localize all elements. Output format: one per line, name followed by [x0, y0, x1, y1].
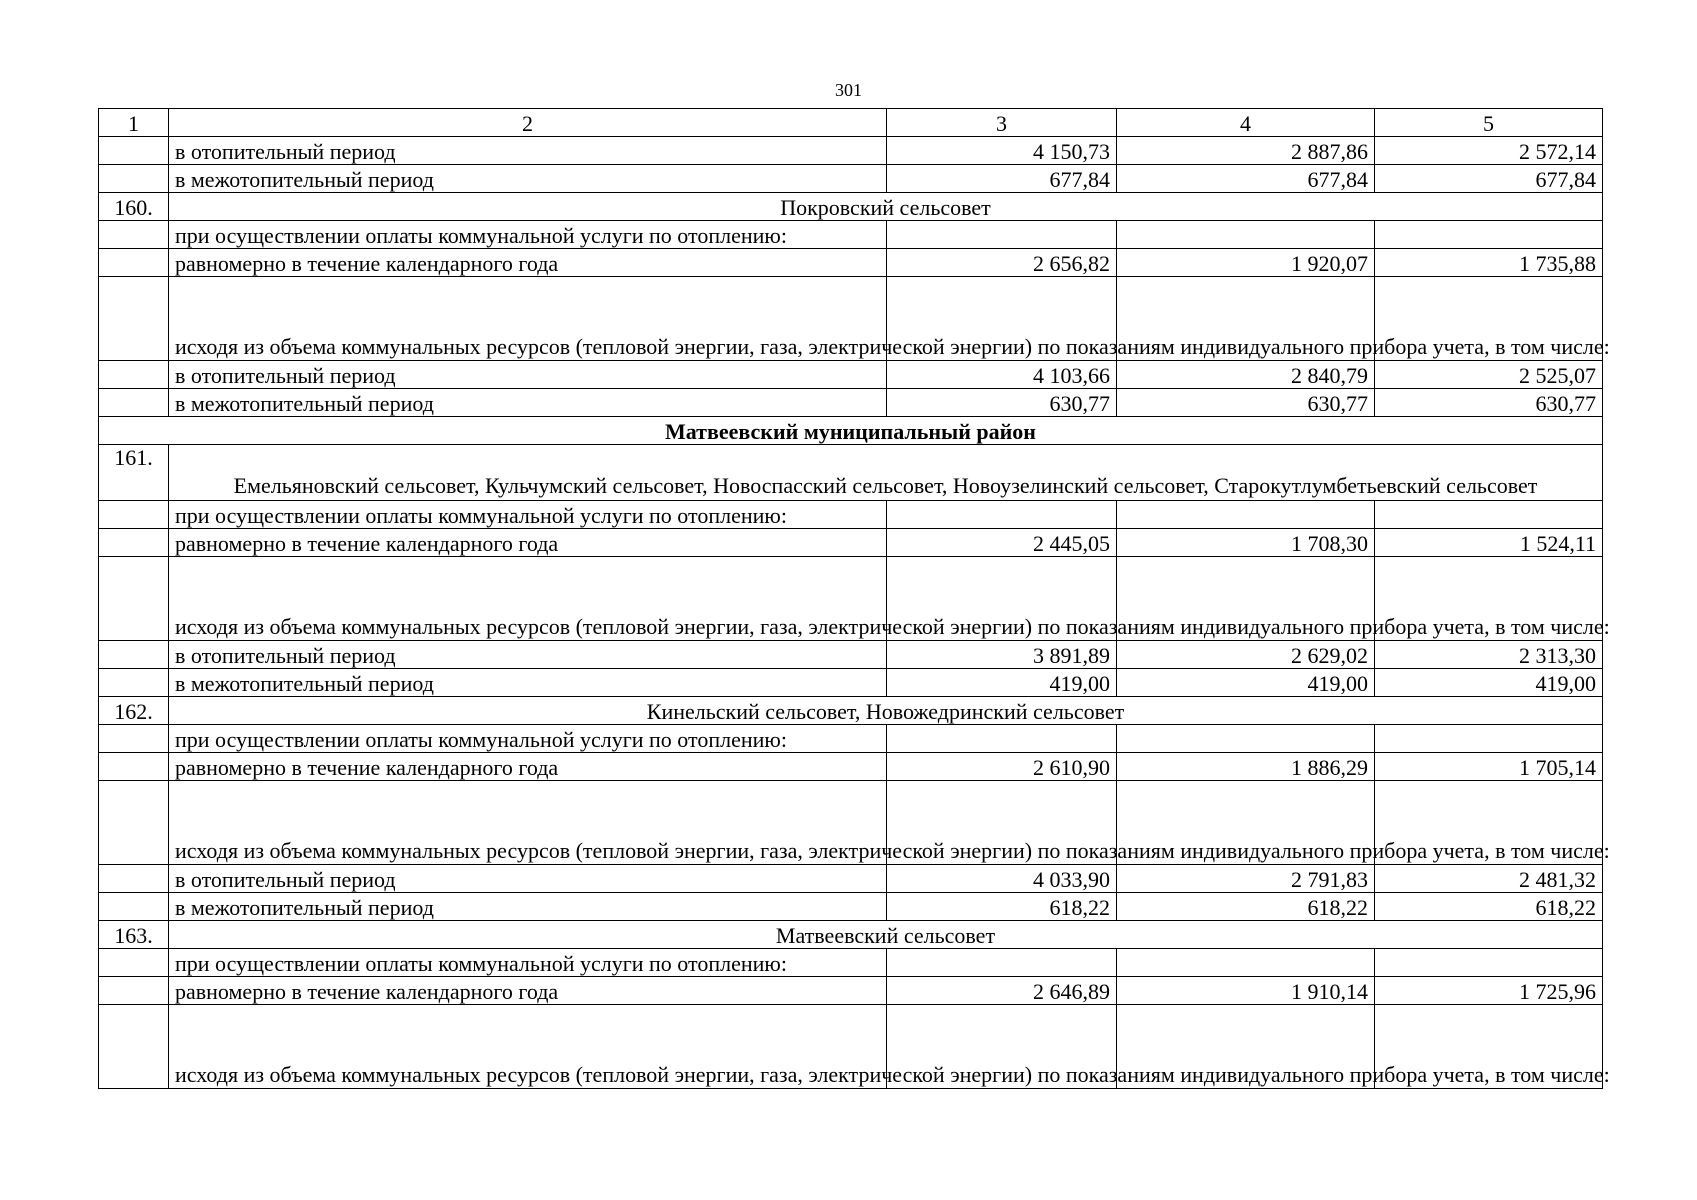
- value-col-5: 419,00: [1375, 669, 1603, 697]
- table-row: [99, 501, 1603, 529]
- row-label: при осуществлении оплаты коммунальной услуги по отоплению:: [169, 221, 887, 249]
- row-number: [99, 781, 169, 865]
- table-row: [99, 669, 1603, 697]
- row-label: равномерно в течение календарного года: [169, 977, 887, 1005]
- row-label: исходя из объема коммунальных ресурсов (тепловой энергии, газа, электрической энергии) по показаниям индивидуального прибора учета, в том числе:: [169, 1005, 887, 1089]
- row-label: исходя из объема коммунальных ресурсов (тепловой энергии, газа, электрической энергии) по показаниям индивидуального прибора учета, в том числе:: [169, 277, 887, 361]
- table-row: [99, 277, 1603, 361]
- row-number: [99, 641, 169, 669]
- value-col-3: 2 656,82: [887, 249, 1117, 277]
- value-col-5: 2 481,32: [1375, 865, 1603, 893]
- row-number: [99, 865, 169, 893]
- value-col-4: 2 887,86: [1117, 137, 1375, 165]
- value-col-4: 630,77: [1117, 389, 1375, 417]
- row-number: [99, 501, 169, 529]
- value-col-4: [1117, 501, 1375, 529]
- row-number: [99, 165, 169, 193]
- value-col-4: 677,84: [1117, 165, 1375, 193]
- table-row: [99, 781, 1603, 865]
- row-number: [99, 221, 169, 249]
- row-label: при осуществлении оплаты коммунальной услуги по отоплению:: [169, 501, 887, 529]
- district-title: Матвеевский муниципальный район: [99, 417, 1603, 445]
- table-row: [99, 221, 1603, 249]
- row-label: в отопительный период: [169, 865, 887, 893]
- value-col-4: 2 629,02: [1117, 641, 1375, 669]
- section-title: Матвеевский сельсовет: [169, 921, 1603, 949]
- section-title: Кинельский сельсовет, Новожедринский сельсовет: [169, 697, 1603, 725]
- row-label: равномерно в течение календарного года: [169, 529, 887, 557]
- value-col-5: 1 705,14: [1375, 753, 1603, 781]
- table-row: [99, 557, 1603, 641]
- value-col-5: 2 572,14: [1375, 137, 1603, 165]
- table-body: [99, 109, 1610, 1089]
- section-title: Покровский сельсовет: [169, 193, 1603, 221]
- value-col-5: [1375, 221, 1603, 249]
- value-col-5: 1 524,11: [1375, 529, 1603, 557]
- row-label: в межотопительный период: [169, 389, 887, 417]
- section-row: [99, 697, 1603, 725]
- value-col-3: 2 646,89: [887, 977, 1117, 1005]
- table-row: [99, 977, 1603, 1005]
- row-label: в межотопительный период: [169, 893, 887, 921]
- row-number: 162.: [99, 697, 169, 725]
- section-row: [99, 921, 1603, 949]
- table-row: [99, 137, 1603, 165]
- value-col-5: 1 735,88: [1375, 249, 1603, 277]
- row-label: в межотопительный период: [169, 165, 887, 193]
- value-col-4: 1 920,07: [1117, 249, 1375, 277]
- value-col-3: 4 103,66: [887, 361, 1117, 389]
- value-col-3: 4 033,90: [887, 865, 1117, 893]
- row-label: при осуществлении оплаты коммунальной услуги по отоплению:: [169, 725, 887, 753]
- page-number: 301: [835, 80, 862, 100]
- value-col-5: 1 725,96: [1375, 977, 1603, 1005]
- value-col-4: 1 910,14: [1117, 977, 1375, 1005]
- row-number: [99, 949, 169, 977]
- value-col-4: 618,22: [1117, 893, 1375, 921]
- value-col-5: 677,84: [1375, 165, 1603, 193]
- value-col-3: [887, 725, 1117, 753]
- header-col-3: 3: [887, 109, 1117, 137]
- value-col-3: 630,77: [887, 389, 1117, 417]
- row-number: [99, 277, 169, 361]
- table-row: [99, 249, 1603, 277]
- row-number: [99, 1005, 169, 1089]
- header-col-5: 5: [1375, 109, 1603, 137]
- row-label: равномерно в течение календарного года: [169, 753, 887, 781]
- value-col-4: 2 791,83: [1117, 865, 1375, 893]
- table-row: [99, 529, 1603, 557]
- table-row: [99, 949, 1603, 977]
- value-col-3: 618,22: [887, 893, 1117, 921]
- section-row: [99, 445, 1603, 501]
- row-number: [99, 753, 169, 781]
- row-number: [99, 137, 169, 165]
- value-col-3: [887, 949, 1117, 977]
- row-label: при осуществлении оплаты коммунальной услуги по отоплению:: [169, 949, 887, 977]
- header-row: [99, 109, 1603, 137]
- row-label: в межотопительный период: [169, 669, 887, 697]
- value-col-5: 618,22: [1375, 893, 1603, 921]
- table-row: [99, 725, 1603, 753]
- table-row: [99, 753, 1603, 781]
- table-row: [99, 165, 1603, 193]
- value-col-3: 3 891,89: [887, 641, 1117, 669]
- table-row: [99, 865, 1603, 893]
- table-row: [99, 1005, 1603, 1089]
- value-col-5: [1375, 949, 1603, 977]
- value-col-5: 2 525,07: [1375, 361, 1603, 389]
- value-col-4: 1 886,29: [1117, 753, 1375, 781]
- row-label: равномерно в течение календарного года: [169, 249, 887, 277]
- value-col-3: 677,84: [887, 165, 1117, 193]
- district-row: [99, 417, 1603, 445]
- value-col-3: [887, 221, 1117, 249]
- row-number: [99, 893, 169, 921]
- header-col-1: 1: [99, 109, 169, 137]
- header-col-2: 2: [169, 109, 887, 137]
- table-row: [99, 893, 1603, 921]
- row-label: в отопительный период: [169, 137, 887, 165]
- row-number: [99, 389, 169, 417]
- value-col-4: [1117, 725, 1375, 753]
- value-col-5: 630,77: [1375, 389, 1603, 417]
- value-col-5: [1375, 501, 1603, 529]
- value-col-3: 419,00: [887, 669, 1117, 697]
- value-col-3: 2 445,05: [887, 529, 1117, 557]
- row-label: исходя из объема коммунальных ресурсов (тепловой энергии, газа, электрической энергии) по показаниям индивидуального прибора учета, в том числе:: [169, 781, 887, 865]
- value-col-3: 2 610,90: [887, 753, 1117, 781]
- value-col-5: [1375, 725, 1603, 753]
- row-number: 163.: [99, 921, 169, 949]
- value-col-4: 419,00: [1117, 669, 1375, 697]
- value-col-5: 2 313,30: [1375, 641, 1603, 669]
- row-number: [99, 725, 169, 753]
- row-number: 161.: [99, 445, 169, 501]
- section-title: Емельяновский сельсовет, Кульчумский сельсовет, Новоспасский сельсовет, Новоузелинский сельсовет, Старокутлумбетьевский сельсовет: [169, 445, 1603, 501]
- row-number: [99, 977, 169, 1005]
- row-label: в отопительный период: [169, 641, 887, 669]
- header-col-4: 4: [1117, 109, 1375, 137]
- row-number: [99, 529, 169, 557]
- row-number: [99, 557, 169, 641]
- row-number: [99, 249, 169, 277]
- value-col-4: [1117, 949, 1375, 977]
- table-row: [99, 361, 1603, 389]
- row-label: в отопительный период: [169, 361, 887, 389]
- value-col-4: 2 840,79: [1117, 361, 1375, 389]
- tariff-table: [98, 108, 1610, 1089]
- value-col-3: 4 150,73: [887, 137, 1117, 165]
- value-col-3: [887, 501, 1117, 529]
- row-number: [99, 361, 169, 389]
- table-row: [99, 389, 1603, 417]
- row-label: исходя из объема коммунальных ресурсов (тепловой энергии, газа, электрической энергии) по показаниям индивидуального прибора учета, в том числе:: [169, 557, 887, 641]
- table-row: [99, 641, 1603, 669]
- row-number: [99, 669, 169, 697]
- row-number: 160.: [99, 193, 169, 221]
- value-col-4: 1 708,30: [1117, 529, 1375, 557]
- section-row: [99, 193, 1603, 221]
- value-col-4: [1117, 221, 1375, 249]
